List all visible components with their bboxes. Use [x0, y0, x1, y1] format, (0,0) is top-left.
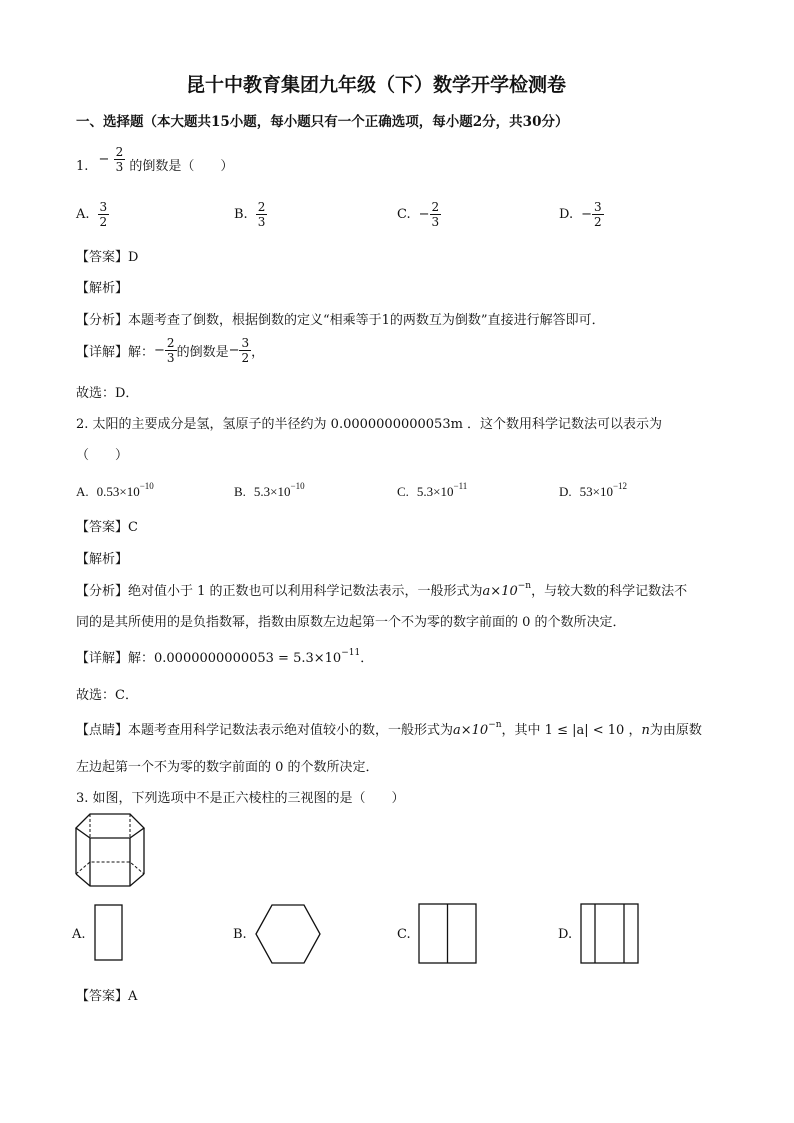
- q3-option-d-label: D.: [558, 927, 573, 942]
- q3-answer: 【答案】A: [76, 989, 138, 1004]
- question-3-stem: 3. 如图，下列选项中不是正六棱柱的三视图的是（ ）: [76, 791, 405, 806]
- section-header: 一、选择题（本大题共15小题，每小题只有一个正确选项，每小题2分，共30分）: [76, 114, 569, 130]
- q1-guxuan: 故选：D．: [76, 386, 139, 401]
- q2-option-b: B. $5.3\times 10^{-10}$: [234, 481, 305, 499]
- question-2-line1: 2. 太阳的主要成分是氢，氢原子的半径约为 0.0000000000053m ．这个数用科学记数法可以表示为: [76, 417, 663, 432]
- q3-option-c-label: C.: [397, 927, 411, 942]
- q1-option-c: C. − $\frac{2}{3}$: [397, 200, 440, 229]
- q3-option-a-rectangle: [94, 904, 124, 962]
- q1-option-b: B. $\frac{2}{3}$: [234, 200, 266, 229]
- question-2-line2: （ ）: [76, 448, 129, 463]
- q2-dianjing-line2: 左边起第一个不为零的数字前面的 0 的个数所决定．: [76, 760, 379, 775]
- q2-jiexi: 【解析】: [76, 552, 129, 567]
- q3-option-b-label: B.: [233, 927, 247, 942]
- q1-jiexi: 【解析】: [76, 281, 129, 296]
- question-1-stem: 的倒数是（ ）: [129, 159, 234, 174]
- q1-option-a: A. $\frac{3}{2}$: [76, 200, 108, 229]
- hexagonal-prism-figure: [72, 808, 152, 892]
- question-1: 1. − $\frac{2}{3}$ 的倒数是（ ）: [76, 145, 234, 174]
- q2-xiangjie: 【详解】解：$0.0000000000053 = 5.3\times 10^{-11}$．: [76, 648, 374, 666]
- q2-option-d: D. $53\times 10^{-12}$: [559, 481, 628, 499]
- page-title: 昆十中教育集团九年级（下）数学开学检测卷: [186, 74, 567, 96]
- q1-option-d: D. − $\frac{3}{2}$: [559, 200, 602, 229]
- q3-option-c-two-rectangles: [418, 903, 478, 965]
- q2-fenxi-line1: 【分析】绝对值小于 1 的正数也可以利用科学记数法表示，一般形式为$a\times 10^{-n}$，与较大数的科学记数法不: [76, 581, 688, 599]
- q3-option-a-label: A.: [72, 927, 86, 942]
- q2-option-c: C. $5.3\times 10^{-11}$: [397, 481, 468, 499]
- q1-xiangjie: 【详解】解： − $\frac{2}{3}$ 的倒数是 − $\frac{3}{2}$ ，: [76, 336, 265, 365]
- q2-dianjing-line1: 【点睛】本题考查用科学记数法表示绝对值较小的数，一般形式为$a\times 10^{-n}$，其中 1 ≤ |a| < 10 ，n为由原数: [76, 720, 702, 738]
- q1-fenxi: 【分析】本题考查了倒数，根据倒数的定义“相乘等于1的两数互为倒数”直接进行解答即可．: [76, 313, 605, 328]
- q1-answer: 【答案】D: [76, 250, 139, 265]
- q2-guxuan: 故选：C．: [76, 688, 138, 703]
- q3-option-d-three-rectangles: [580, 903, 640, 965]
- q2-answer: 【答案】C: [76, 520, 138, 535]
- question-1-fraction: $\frac{2}{3}$: [115, 145, 124, 174]
- q2-option-a: A. $0.53\times 10^{-10}$: [76, 481, 154, 499]
- q3-option-b-hexagon: [254, 903, 322, 965]
- question-1-number: 1.: [76, 159, 89, 174]
- q2-fenxi-line2: 同的是其所使用的是负指数幂，指数由原数左边起第一个不为零的数字前面的 0 的个数所决定．: [76, 615, 626, 630]
